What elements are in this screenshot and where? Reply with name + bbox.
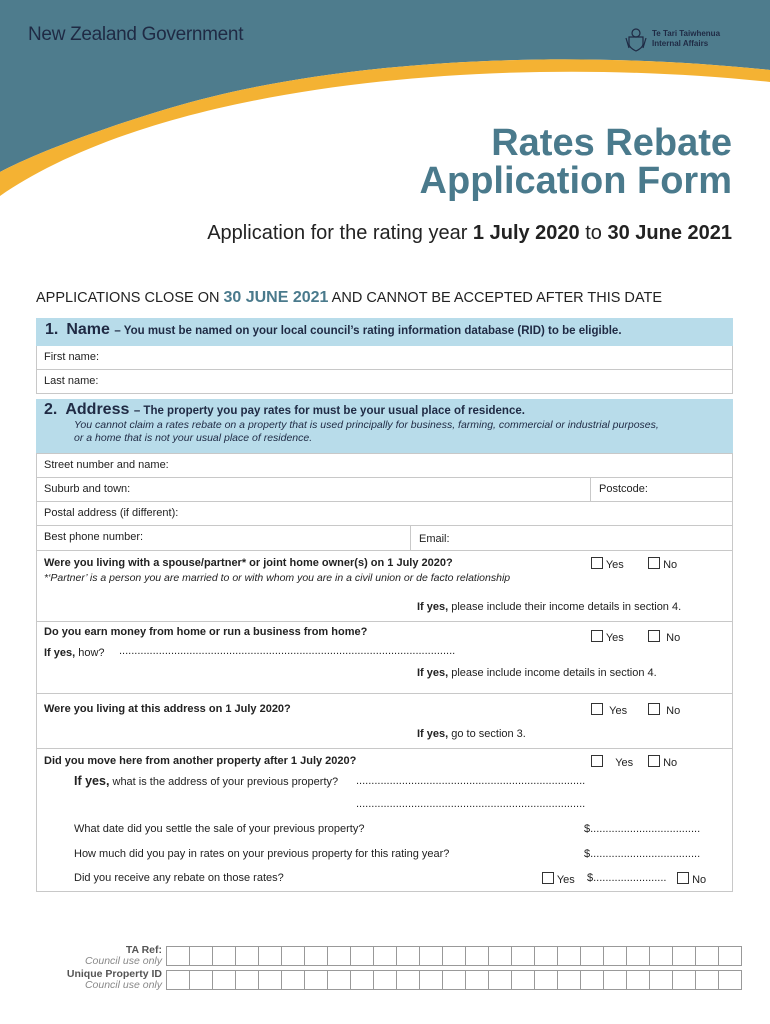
ta-ref-label <box>60 945 162 967</box>
spouse-yes-option[interactable] <box>591 557 624 571</box>
input-box[interactable] <box>465 946 488 966</box>
input-box[interactable] <box>511 970 534 990</box>
section-1-number: 1. <box>45 321 59 338</box>
settle-date-question: What date did you settle the sale of your previous property? <box>74 823 365 835</box>
input-box[interactable] <box>603 946 626 966</box>
last-name-label: Last name: <box>44 375 99 387</box>
no-label: No <box>663 559 678 571</box>
closing-notice <box>36 289 736 307</box>
partner-definition: *‘Partner’ is a person you are married to or with whom you are in a civil union or de facto relationship <box>44 572 511 584</box>
input-box[interactable] <box>350 970 373 990</box>
divider <box>410 526 411 550</box>
subtitle-mid: to <box>579 222 608 244</box>
input-box[interactable] <box>304 946 327 966</box>
checkbox-icon[interactable] <box>677 872 689 884</box>
business-question-block <box>36 622 733 694</box>
input-box[interactable] <box>396 970 419 990</box>
last-name-field[interactable] <box>36 370 733 394</box>
input-box[interactable] <box>626 970 649 990</box>
coat-of-arms-icon <box>624 26 648 52</box>
contact-row <box>36 526 733 551</box>
input-box[interactable] <box>534 946 557 966</box>
input-box[interactable] <box>419 970 442 990</box>
yes-label: Yes <box>609 705 628 717</box>
spouse-followup-text: please include their income details in section 4. <box>448 601 682 613</box>
dept-logo-line-2: Internal Affairs <box>652 39 709 48</box>
postal-address-field[interactable] <box>36 502 733 526</box>
input-box[interactable] <box>649 970 672 990</box>
closing-prefix: APPLICATIONS CLOSE ON <box>36 290 224 306</box>
section-1-description: – You must be named on your local council’s rating information database (RID) to be eligible. <box>114 325 622 337</box>
checkbox-icon[interactable] <box>591 755 603 767</box>
move-question: Did you move here from another property after 1 July 2020? <box>44 755 357 767</box>
divider <box>590 478 591 501</box>
section-2-description: – The property you pay rates for must be your usual place of residence. <box>133 405 525 417</box>
input-box[interactable] <box>672 970 695 990</box>
upi-note: Council use only <box>84 979 162 991</box>
postcode-label: Postcode: <box>599 483 648 495</box>
business-followup-text: please include income details in section 4. <box>448 667 657 679</box>
input-box[interactable] <box>718 946 742 966</box>
input-box[interactable] <box>465 970 488 990</box>
address-no-option[interactable] <box>648 703 680 717</box>
input-box[interactable] <box>488 970 511 990</box>
business-how-text: how? <box>75 647 105 659</box>
move-no-option[interactable] <box>648 755 677 769</box>
input-box[interactable] <box>281 970 304 990</box>
input-box[interactable] <box>649 946 672 966</box>
nz-government-logo: New Zealand Government <box>28 24 244 45</box>
yes-label: Yes <box>605 559 624 571</box>
prev-address-input-2[interactable]: ........................................................................... <box>356 798 586 810</box>
input-box[interactable] <box>304 970 327 990</box>
address-question: Were you living at this address on 1 July 2020? <box>44 703 291 715</box>
if-yes-label: If yes, <box>417 601 449 613</box>
settle-date-input[interactable]: $.................................... <box>584 823 701 835</box>
subtitle-end-date: 30 June 2021 <box>607 222 732 244</box>
internal-affairs-logo <box>624 26 720 52</box>
title-line-2: Application Form <box>419 160 732 202</box>
if-yes-label: If yes, <box>417 728 449 740</box>
prev-address-label <box>74 774 338 788</box>
business-question: Do you earn money from home or run a business from home? <box>44 626 368 638</box>
spouse-followup <box>417 601 681 613</box>
spouse-question: Were you living with a spouse/partner* or joint home owner(s) on 1 July 2020? <box>44 557 453 569</box>
no-label: No <box>692 874 707 886</box>
rebate-no-option[interactable] <box>677 872 706 886</box>
input-box[interactable] <box>189 946 212 966</box>
subtitle-prefix: Application for the rating year <box>207 222 473 244</box>
title-line-1: Rates Rebate <box>491 122 732 164</box>
section-address <box>36 399 733 892</box>
input-box[interactable] <box>235 946 258 966</box>
section-2-header <box>36 399 733 453</box>
first-name-label: First name: <box>44 351 100 363</box>
input-box[interactable] <box>511 946 534 966</box>
dept-logo-line-1: Te Tari Taiwhenua <box>652 29 721 38</box>
street-label: Street number and name: <box>44 459 169 471</box>
no-label: No <box>663 757 678 769</box>
checkbox-icon[interactable] <box>648 755 660 767</box>
section-1-header <box>36 318 733 346</box>
checkbox-icon[interactable] <box>542 872 554 884</box>
input-box[interactable] <box>626 946 649 966</box>
rates-paid-question: How much did you pay in rates on your previous property for this rating year? <box>74 848 450 860</box>
address-followup-text: go to section 3. <box>448 728 526 740</box>
input-box[interactable] <box>718 970 742 990</box>
input-box[interactable] <box>419 946 442 966</box>
business-how-input[interactable]: .............................................................................................................. <box>119 645 456 657</box>
upi-boxes[interactable] <box>166 970 742 990</box>
if-yes-label: If yes, <box>44 647 76 659</box>
closing-suffix: AND CANNOT BE ACCEPTED AFTER THIS DATE <box>328 290 663 306</box>
input-box[interactable] <box>672 946 695 966</box>
input-box[interactable] <box>373 946 396 966</box>
prev-address-input[interactable]: ........................................................................... <box>356 775 586 787</box>
section-2-note-line-2: or a home that is not your usual place of residence. <box>74 432 313 444</box>
rebate-yes-option[interactable] <box>542 872 575 886</box>
input-box[interactable] <box>373 970 396 990</box>
input-box[interactable] <box>396 946 419 966</box>
input-box[interactable] <box>212 946 235 966</box>
checkbox-icon[interactable] <box>591 557 603 569</box>
checkbox-icon[interactable] <box>648 557 660 569</box>
email-label: Email: <box>419 533 450 545</box>
spouse-question-block <box>36 551 733 622</box>
section-2-note-line-1: You cannot claim a rates rebate on a property that is used principally for business, farming, commercial or industrial purposes, <box>74 419 659 431</box>
upi-label <box>60 969 162 991</box>
input-box[interactable] <box>695 946 718 966</box>
business-no-option[interactable] <box>648 630 680 644</box>
business-yes-option[interactable] <box>591 630 624 644</box>
business-how <box>44 647 105 659</box>
input-box[interactable] <box>580 970 603 990</box>
input-box[interactable] <box>327 970 350 990</box>
street-field[interactable] <box>36 453 733 478</box>
subtitle-start-date: 1 July 2020 <box>472 222 580 244</box>
rating-year-subtitle <box>207 222 732 245</box>
input-box[interactable] <box>327 946 350 966</box>
input-box[interactable] <box>557 946 580 966</box>
no-label: No <box>666 705 681 717</box>
postal-address-label: Postal address (if different): <box>44 507 179 519</box>
move-question-block <box>36 749 733 892</box>
rebate-question: Did you receive any rebate on those rates? <box>74 872 284 884</box>
closing-date: 30 JUNE 2021 <box>223 289 329 306</box>
input-box[interactable] <box>235 970 258 990</box>
yes-label: Yes <box>615 757 634 769</box>
input-box[interactable] <box>258 970 281 990</box>
checkbox-icon[interactable] <box>591 630 603 642</box>
business-followup <box>417 667 657 679</box>
input-box[interactable] <box>695 970 718 990</box>
yes-label: Yes <box>556 874 575 886</box>
if-yes-label: If yes, <box>417 667 449 679</box>
input-box[interactable] <box>212 970 235 990</box>
page-title <box>420 124 732 200</box>
checkbox-icon[interactable] <box>591 703 603 715</box>
section-1-title: Name <box>66 321 110 338</box>
input-box[interactable] <box>281 946 304 966</box>
input-box[interactable] <box>603 970 626 990</box>
input-box[interactable] <box>580 946 603 966</box>
rebate-amount-input[interactable]: $........................ <box>587 872 667 884</box>
suburb-row <box>36 478 733 502</box>
section-2-title: Address <box>65 401 130 418</box>
input-box[interactable] <box>166 970 189 990</box>
no-label: No <box>666 632 681 644</box>
ta-ref-boxes[interactable] <box>166 946 742 966</box>
ta-ref-note: Council use only <box>84 955 162 967</box>
if-yes-label: If yes, <box>74 774 110 788</box>
input-box[interactable] <box>350 946 373 966</box>
input-box[interactable] <box>442 946 465 966</box>
input-box[interactable] <box>258 946 281 966</box>
input-box[interactable] <box>557 970 580 990</box>
checkbox-icon[interactable] <box>648 703 660 715</box>
section-2-number: 2. <box>44 401 58 418</box>
ta-ref-title: TA Ref: <box>125 944 162 956</box>
phone-label: Best phone number: <box>44 531 144 543</box>
input-box[interactable] <box>166 946 189 966</box>
address-followup <box>417 728 526 740</box>
first-name-field[interactable] <box>36 346 733 370</box>
upi-title: Unique Property ID <box>66 968 162 980</box>
spouse-no-option[interactable] <box>648 557 677 571</box>
address-question-block <box>36 694 733 749</box>
suburb-label: Suburb and town: <box>44 483 131 495</box>
prev-address-text: what is the address of your previous property? <box>109 776 339 788</box>
move-yes-option[interactable] <box>591 755 633 769</box>
input-box[interactable] <box>534 970 557 990</box>
yes-label: Yes <box>605 632 624 644</box>
input-box[interactable] <box>189 970 212 990</box>
checkbox-icon[interactable] <box>648 630 660 642</box>
address-yes-option[interactable] <box>591 703 627 717</box>
section-name <box>36 318 733 394</box>
input-box[interactable] <box>442 970 465 990</box>
input-box[interactable] <box>488 946 511 966</box>
rates-paid-input[interactable]: $.................................... <box>584 848 701 860</box>
